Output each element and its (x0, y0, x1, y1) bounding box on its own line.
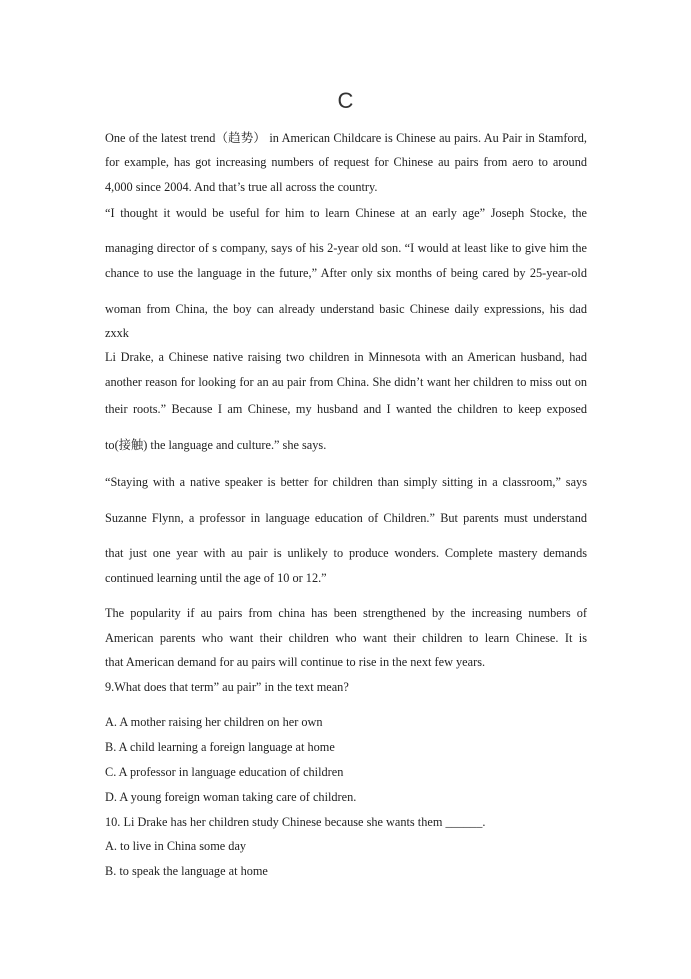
text-line: chance to use the language in the future,ˮ After only six months of being cared by 25-year-old (105, 266, 587, 280)
text-line: managing director of s company, says of his 2-year old son. “I would at least like to give him the (105, 241, 587, 255)
text-line: “Staying with a native speaker is better for children than simply sitting in a classroom,ˮ says (105, 475, 587, 489)
option-d: D. A young foreign woman taking care of children. (105, 790, 357, 804)
option-a: A. A mother raising her children on her own (105, 715, 323, 729)
option-a: A. to live in China some day (105, 839, 247, 853)
option-b: B. A child learning a foreign language at home (105, 740, 335, 754)
text-line: for example, has got increasing numbers of request for Chinese au pairs from aero to around (105, 155, 587, 169)
option-c: C. A professor in language education of children (105, 765, 344, 779)
text-line: The popularity if au pairs from china has been strengthened by the increasing numbers of (105, 606, 587, 620)
text-line: Suzanne Flynn, a professor in language education of Children.ˮ But parents must understand (105, 511, 587, 525)
text-line: another reason for looking for an au pair from China. She didn’t want her children to miss out on (105, 375, 587, 389)
text-line: that American demand for au pairs will continue to rise in the next few years. (105, 655, 486, 669)
text-line: that just one year with au pair is unlikely to produce wonders. Complete mastery demands (105, 546, 587, 560)
text-line: woman from China, the boy can already understand basic Chinese daily expressions, his dad (105, 302, 587, 316)
question-10: 10. Li Drake has her children study Chinese because she wants them ______. (105, 815, 486, 829)
text-line: continued learning until the age of 10 or 12.ˮ (105, 571, 327, 585)
section-title: C (337, 88, 354, 113)
text-line: One of the latest trend（趋势） in American Childcare is Chinese au pairs. Au Pair in Stamford, (105, 131, 587, 145)
option-b: B. to speak the language at home (105, 864, 268, 878)
text-line: American parents who want their children who want their children to learn Chinese. It is (105, 631, 587, 645)
text-line: zxxk (105, 326, 129, 340)
text-line: 4,000 since 2004. And that’s true all across the country. (105, 180, 378, 194)
text-line: Li Drake, a Chinese native raising two children in Minnesota with an American husband, had (105, 350, 587, 364)
text-line: “I thought it would be useful for him to learn Chinese at an early ageˮ Joseph Stocke, the (105, 206, 587, 220)
text-line: to(接触) the language and culture.ˮ she says. (105, 438, 327, 452)
text-line: their roots.ˮ Because I am Chinese, my husband and I wanted the children to keep exposed (105, 402, 587, 416)
question-9: 9.What does that termˮ au pairˮ in the text mean? (105, 680, 349, 694)
